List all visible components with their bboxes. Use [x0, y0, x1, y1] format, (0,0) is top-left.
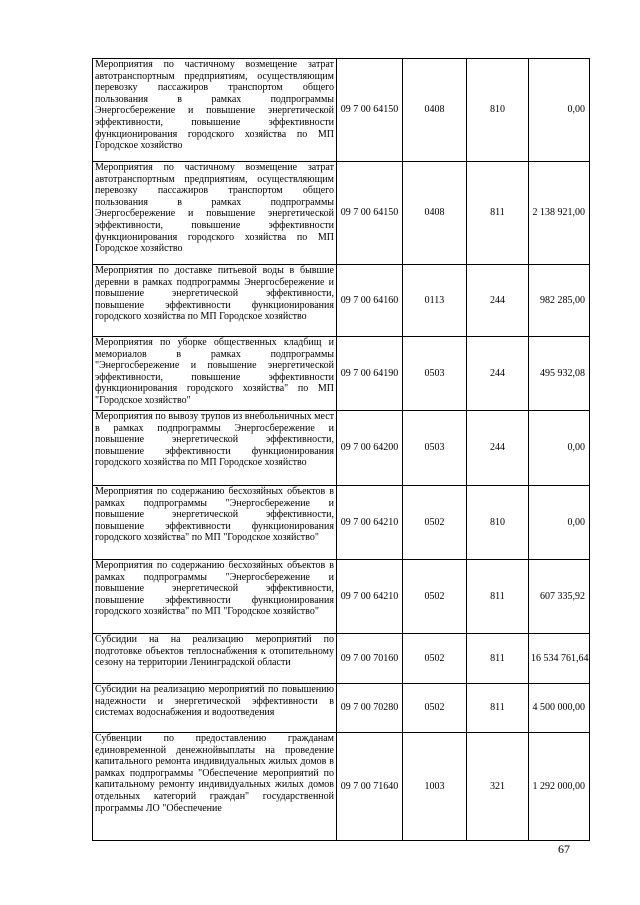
budget-table [92, 58, 590, 841]
row-section-code: 0502 [403, 684, 467, 733]
row-description: Мероприятия по уборке общественных кладбищ и мемориалов в рамках подпрограммы "Энергосбережение и повышение энергетической эффективности, повышение эффективности функционирования городского хозяйства" по МП "Городское хозяйство" [93, 337, 337, 411]
row-expense-type: 811 [467, 162, 529, 265]
row-expense-type: 811 [467, 684, 529, 733]
row-target-article: 09 7 00 64150 [337, 59, 403, 162]
row-description: Мероприятия по частичному возмещение затрат автотранспортным предприятиям, осуществляющим перевозку пассажиров транспортом общего пользования в рамках подпрограммы Энергосбережение и повышение энергетической эффективности, повышение эффективности функционирования городского хозяйства по МП Городское хозяйство [93, 59, 337, 162]
row-expense-type: 811 [467, 560, 529, 634]
row-expense-type: 321 [467, 733, 529, 841]
row-expense-type: 810 [467, 486, 529, 560]
row-amount: 4 500 000,00 [529, 684, 590, 733]
row-amount: 982 285,00 [529, 265, 590, 337]
page-number: 67 [558, 842, 570, 856]
row-target-article: 09 7 00 64210 [337, 486, 403, 560]
row-amount: 0,00 [529, 411, 590, 486]
row-description: Субсидии на реализацию мероприятий по повышению надежности и энергетической эффективности в системах водоснабжения и водоотведения [93, 684, 337, 733]
row-section-code: 0408 [403, 59, 467, 162]
row-amount: 0,00 [529, 59, 590, 162]
table-row [93, 733, 590, 841]
row-target-article: 09 7 00 70280 [337, 684, 403, 733]
table-row [93, 684, 590, 733]
row-target-article: 09 7 00 64210 [337, 560, 403, 634]
row-section-code: 0503 [403, 337, 467, 411]
row-target-article: 09 7 00 64150 [337, 162, 403, 265]
row-description: Мероприятия по частичному возмещение затрат автотранспортным предприятиям, осуществляющим перевозку пассажиров транспортом общего пользования в рамках подпрограммы Энергосбережение и повышение энергетической эффективности, повышение эффективности функционирования городского хозяйства по МП Городское хозяйство [93, 162, 337, 265]
table-row [93, 486, 590, 560]
row-amount: 2 138 921,00 [529, 162, 590, 265]
row-description: Субвенции по предоставлению гражданам единовременной денежнойвыплаты на проведение капитального ремонта индивидуальных жилых домов в рамках подпрограммы "Обеспечение мероприятий по капитальному ремонту индивидуальных жилых домов отдельных категорий граждан" государственной программы ЛО "Обеспечение [93, 733, 337, 841]
row-expense-type: 810 [467, 59, 529, 162]
row-section-code: 0502 [403, 634, 467, 684]
row-expense-type: 244 [467, 411, 529, 486]
row-section-code: 0408 [403, 162, 467, 265]
row-expense-type: 811 [467, 634, 529, 684]
row-section-code: 1003 [403, 733, 467, 841]
row-amount: 495 932,08 [529, 337, 590, 411]
table-row [93, 162, 590, 265]
row-amount: 0,00 [529, 486, 590, 560]
row-description: Мероприятия по содержанию бесхозяйных объектов в рамках подпрограммы "Энергосбережение и повышение энергетической эффективности, повышение эффективности функционирования городского хозяйства" по МП "Городское хозяйство" [93, 486, 337, 560]
table-row [93, 265, 590, 337]
row-target-article: 09 7 00 64160 [337, 265, 403, 337]
row-target-article: 09 7 00 70160 [337, 634, 403, 684]
row-description: Мероприятия по вывозу трупов из внебольничных мест в рамках подпрограммы Энергосбережение и повышение энергетической эффективности, повышение эффективности функционирования городского хозяйства по МП Городское хозяйство [93, 411, 337, 486]
row-section-code: 0113 [403, 265, 467, 337]
table-row [93, 634, 590, 684]
row-section-code: 0503 [403, 411, 467, 486]
row-section-code: 0502 [403, 560, 467, 634]
row-amount: 607 335,92 [529, 560, 590, 634]
row-description: Мероприятия по доставке питьевой воды в бывшие деревни в рамках подпрограммы Энергосбережение и повышение энергетической эффективности, повышение эффективности функционирования городского хозяйства по МП Городское хозяйство [93, 265, 337, 337]
table-row [93, 59, 590, 162]
table-row [93, 337, 590, 411]
row-target-article: 09 7 00 64190 [337, 337, 403, 411]
row-expense-type: 244 [467, 337, 529, 411]
row-description: Субсидии на на реализацию мероприятий по подготовке объектов теплоснабжения к отопительному сезону на территории Ленинградской области [93, 634, 337, 684]
row-amount: 16 534 761,64 [529, 634, 590, 684]
row-expense-type: 244 [467, 265, 529, 337]
table-row [93, 411, 590, 486]
row-target-article: 09 7 00 64200 [337, 411, 403, 486]
table-row [93, 560, 590, 634]
row-amount: 1 292 000,00 [529, 733, 590, 841]
row-description: Мероприятия по содержанию бесхозяйных объектов в рамках подпрограммы "Энергосбережение и повышение энергетической эффективности, повышение эффективности функционирования городского хозяйства" по МП "Городское хозяйство" [93, 560, 337, 634]
row-section-code: 0502 [403, 486, 467, 560]
row-target-article: 09 7 00 71640 [337, 733, 403, 841]
